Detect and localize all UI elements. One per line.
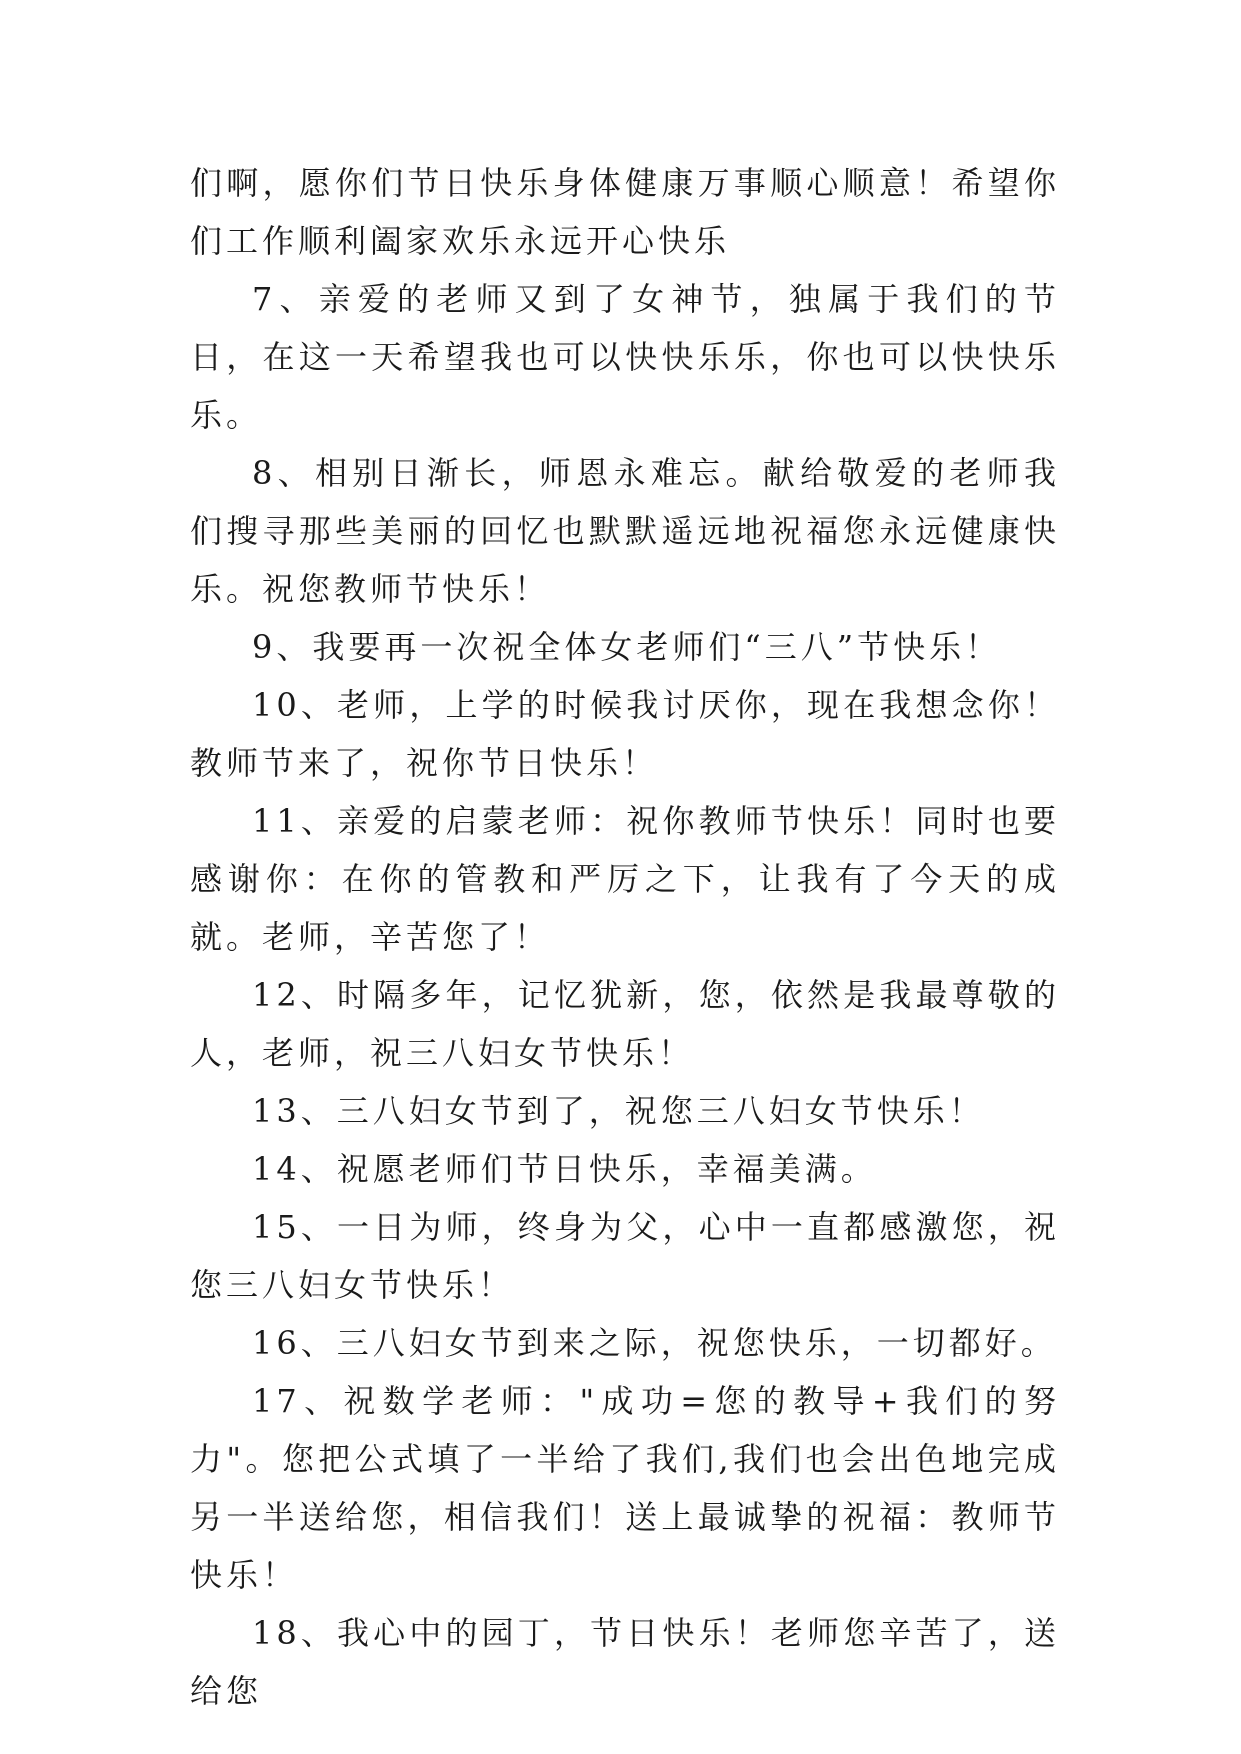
paragraph: 13、三八妇女节到了，祝您三八妇女节快乐！ (252, 1092, 985, 1130)
paragraph: 11、亲爱的启蒙老师：祝你教师节快乐！同时也要感谢你：在你的管教和严厉之下，让我有了今天的成就。老师，辛苦您了！ (190, 802, 1060, 956)
paragraph: 8、相别日渐长，师恩永难忘。献给敬爱的老师我们搜寻那些美丽的回忆也默默遥远地祝福您永远健康快乐。祝您教师节快乐！ (190, 454, 1060, 608)
paragraph: 14、祝愿老师们节日快乐，幸福美满。 (252, 1150, 877, 1188)
document-body (190, 154, 1060, 1720)
paragraph: 16、三八妇女节到来之际，祝您快乐，一切都好。 (252, 1324, 1057, 1362)
paragraph: 们啊，愿你们节日快乐身体健康万事顺心顺意！希望你们工作顺利阖家欢乐永远开心快乐 (190, 164, 1060, 260)
paragraph: 9、我要再一次祝全体女老师们“三八”节快乐！ (252, 628, 1002, 666)
paragraph: 15、一日为师，终身为父，心中一直都感激您，祝您三八妇女节快乐！ (190, 1208, 1060, 1304)
paragraph: 17、祝数学老师："成功=您的教导+我们的努力"。您把公式填了一半给了我们,我们也会出色地完成另一半送给您，相信我们！送上最诚挚的祝福：教师节快乐！ (190, 1382, 1060, 1594)
paragraph: 12、时隔多年，记忆犹新，您，依然是我最尊敬的人，老师，祝三八妇女节快乐！ (190, 976, 1060, 1072)
paragraph: 7、亲爱的老师又到了女神节，独属于我们的节日，在这一天希望我也可以快快乐乐，你也可以快快乐乐。 (190, 280, 1060, 434)
paragraph: 10、老师，上学的时候我讨厌你，现在我想念你！教师节来了，祝你节日快乐！ (190, 686, 1060, 782)
paragraph: 18、我心中的园丁，节日快乐！老师您辛苦了，送给您 (190, 1614, 1060, 1710)
